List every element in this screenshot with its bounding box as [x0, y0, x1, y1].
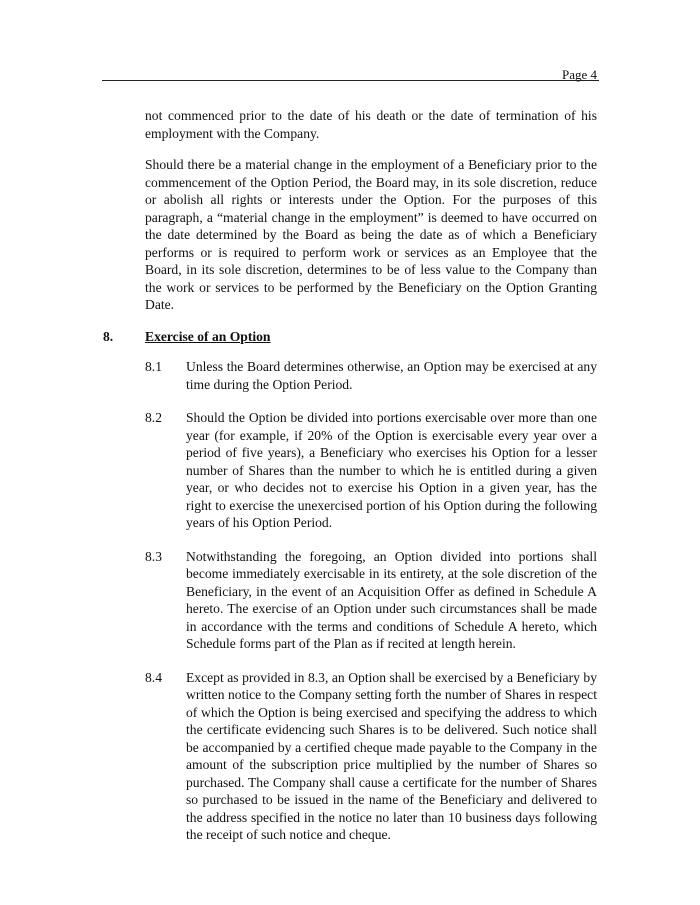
- clause-8-4: [145, 669, 597, 844]
- clause-text: Should the Option be divided into portions exercisable over more than one year (for example, if 20% of the Option is exercisable every year over a period of five years), a Beneficiary who exercises his Option for a lesser number of Shares than the number to which he is entitled during a given year, or who decides not to exercise his Option in a given year, has the right to exercise the unexercised portion of his Option during the following years of his Option Period.: [186, 410, 597, 530]
- clause-8-3: [145, 548, 597, 653]
- clause-number: 8.3: [145, 548, 162, 564]
- material-change-paragraph: Should there be a material change in the employment of a Beneficiary prior to the commencement of the Option Period, the Board may, in its sole discretion, reduce or abolish all rights or interests under the Option. For the purposes of this paragraph, a “material change in the employment” is deemed to have occurred on the date determined by the Board as being the date as of which a Beneficiary performs or is required to perform work or services as an Employee that the Board, in its sole discretion, determines to be of less value to the Company than the work or services to be performed by the Beneficiary on the Option Granting Date.: [145, 157, 597, 312]
- page-number: Page 4: [561, 67, 597, 82]
- section-number: 8.: [103, 328, 114, 344]
- clause-number: 8.4: [145, 669, 162, 685]
- clause-text: Notwithstanding the foregoing, an Option divided into portions shall become immediately exercisable in its entirety, at the sole discretion of the Beneficiary, in the event of an Acquisition Offer as defined in Schedule A hereto. The exercise of an Option under such circumstances shall be made in accordance with the terms and conditions of Schedule A hereto, which Schedule forms part of the Plan as if recited at length herein.: [186, 548, 597, 651]
- clause-number: 8.1: [145, 359, 162, 374]
- clause-8-1: [145, 358, 597, 393]
- clause-text: Unless the Board determines otherwise, an Option may be exercised at any time during the Option Period.: [186, 359, 597, 392]
- clause-text: Except as provided in 8.3, an Option shall be exercised by a Beneficiary by written notice to the Company setting forth the number of Shares in respect of which the Option is being exercised and specifying the address to which the certificate evidencing such Shares is to be delivered. Such notice shall be accompanied by a certified cheque made payable to the Company in the amount of the subscription price multiplied by the number of Shares so purchased. The Company shall cause a certificate for the number of Shares so purchased to be issued in the name of the Beneficiary and delivered to the address specified in the notice no later than 10 business days following the receipt of such notice and cheque.: [186, 669, 597, 842]
- header-rule: [102, 80, 599, 81]
- section-8: [103, 328, 597, 844]
- clause-8-2: [145, 409, 597, 532]
- document-body: [103, 107, 597, 860]
- continued-paragraph: not commenced prior to the date of his death or the date of termination of his employment with the Company.: [145, 108, 597, 141]
- section-heading: Exercise of an Option: [145, 328, 271, 344]
- clause-number: 8.2: [145, 410, 162, 425]
